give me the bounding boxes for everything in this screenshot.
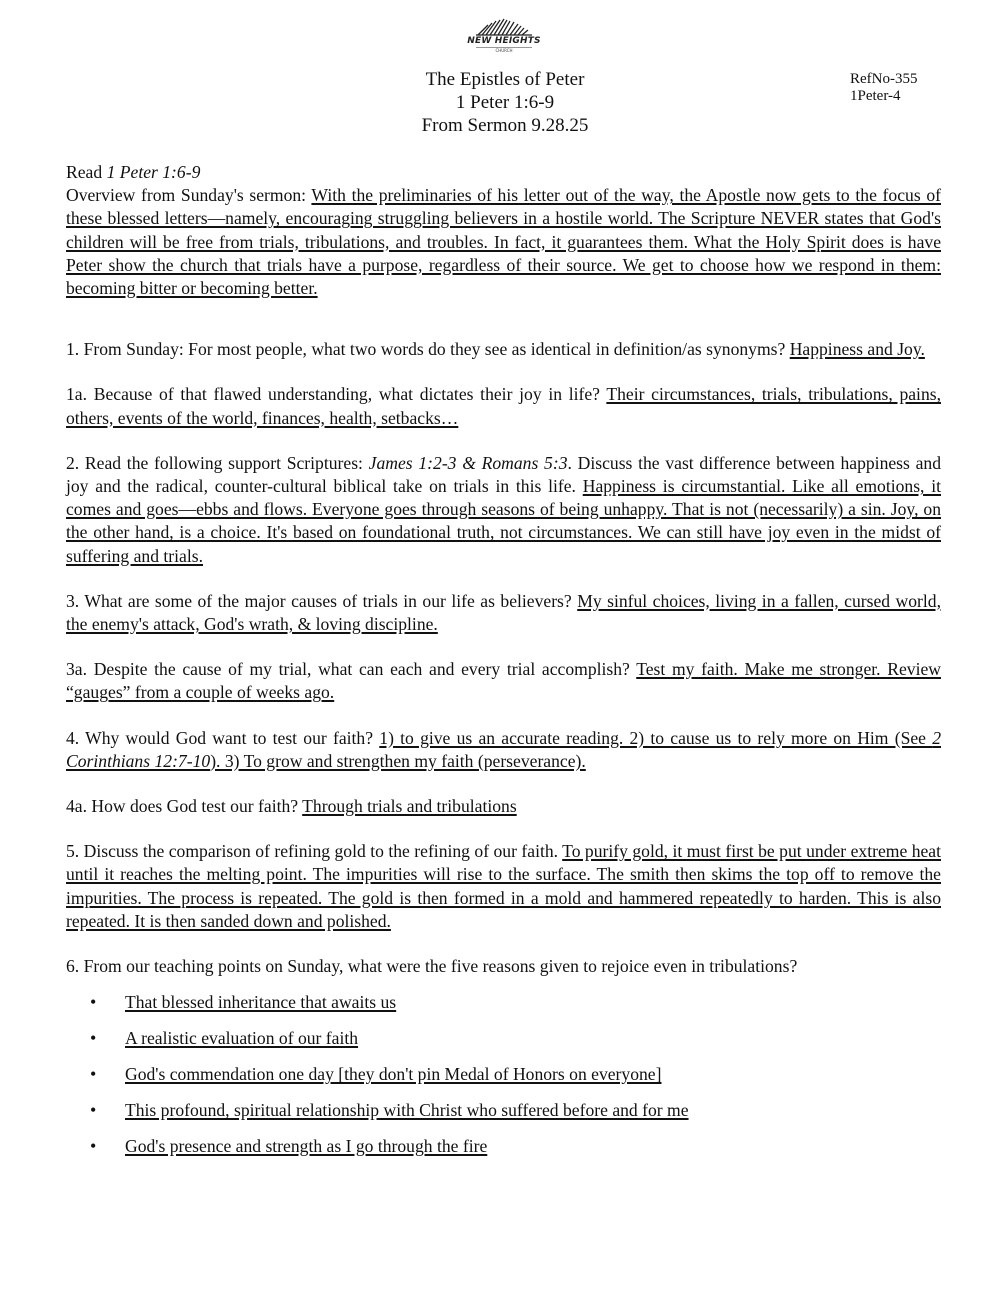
question-4a [66, 795, 941, 818]
church-logo [466, 18, 542, 62]
question-text: 1a. Because of that flawed understanding, what dictates their joy in life? [66, 384, 607, 405]
scripture-reference: James 1:2-3 & Romans 5:3 [368, 452, 568, 473]
list-item [66, 1099, 941, 1135]
reason-text: God's commendation one day [they don't pin Medal of Honors on everyone] [125, 1064, 662, 1085]
question-6 [66, 955, 941, 978]
overview-text: With the preliminaries of his letter out of the way, the Apostle now gets to the focus of these blessed letters—namely, encouraging struggling believers in a hostile world. The Scripture NEVER states that God's children will be free from trials, tribulations, and troubles. In fact, it guarantees them. What the Holy Spirit does is have Peter show the church that trials have a purpose, regardless of their source. We get to choose how we respond in them: becoming bitter or becoming better. [66, 185, 941, 299]
overview [66, 184, 941, 300]
question-text: 1. From Sunday: For most people, what two words do they see as identical in definition/as synonyms? [66, 339, 790, 360]
document-title: The Epistles of Peter [425, 69, 585, 90]
answer-text: Happiness is circumstantial. Like all emotions, it comes and goes—ebbs and flows. Everyone goes through seasons of being unhappy. That is not (necessarily) a sin. Joy, on the other hand, is a choice. It's based on foundational truth, not circumstances. We can still have joy even in the midst of suffering and trials. [66, 476, 941, 566]
sermon-date: From Sermon 9.28.25 [421, 115, 589, 136]
answer-text: To purify gold, it must first be put under extreme heat until it reaches the melting point. The impurities will rise to the surface. The smith then skims the top off to remove the impurities. The process is repeated. The gold is then formed in a mold and hammered repeatedly to harden. This is also repeated. It is then sanded down and polished. [66, 841, 941, 931]
question-3 [66, 590, 941, 636]
question-4 [66, 727, 941, 773]
answer-text: My sinful choices, living in a fallen, cursed world, the enemy's attack, God's wrath, & loving discipline. [66, 590, 942, 635]
question-text: 4. Why would God want to test our faith? [66, 727, 380, 748]
ref-number: RefNo-355 [850, 71, 918, 87]
answer-text: Through trials and tribulations [302, 796, 517, 817]
question-text: 4a. How does God test our faith? [66, 796, 303, 817]
answer-text: Test my faith. Make me stronger. Review “gauges” from a couple of weeks ago. [66, 659, 941, 703]
document-header [380, 68, 630, 137]
read-label: Read [66, 162, 107, 182]
reason-text: This profound, spiritual relationship with Christ who suffered before and for me [125, 1100, 689, 1121]
answer-text: Happiness and Joy. [789, 339, 925, 360]
answer-text: Their circumstances, trials, tribulations, pains, others, events of the world, finances, health, setbacks… [66, 384, 941, 428]
question-5 [66, 840, 941, 933]
question-text: . Discuss the vast difference between happiness and joy and the radical, counter-cultural biblical take on trials in this life. [66, 452, 942, 497]
question-text: 6. From our teaching points on Sunday, what were the five reasons given to rejoice even in tribulations? [66, 956, 798, 977]
question-1 [66, 338, 941, 361]
passage-reference: 1 Peter 1:6-9 [455, 92, 555, 113]
read-reference: 1 Peter 1:6-9 [106, 162, 201, 182]
list-item [66, 991, 941, 1027]
question-text: 3a. Despite the cause of my trial, what can each and every trial accomplish? [66, 659, 637, 680]
logo-subtitle: CHURCH [476, 47, 532, 54]
mountains-icon [474, 18, 534, 36]
question-3a [66, 658, 941, 704]
reason-text: That blessed inheritance that awaits us [125, 992, 397, 1013]
list-item [66, 1135, 941, 1171]
study-content [66, 161, 941, 1171]
question-2 [66, 452, 941, 568]
question-text: 5. Discuss the comparison of refining gold to the refining of our faith. [66, 841, 563, 862]
read-instruction [66, 161, 941, 184]
question-text: 3. What are some of the major causes of trials in our life as believers? [66, 590, 578, 611]
list-item [66, 1027, 941, 1063]
question-text: 2. Read the following support Scriptures: [66, 452, 369, 473]
answer-text: ). 3) To grow and strengthen my faith (perseverance). [210, 750, 586, 771]
reason-text: God's presence and strength as I go through the fire [125, 1136, 488, 1157]
question-1a [66, 383, 941, 429]
reference-block [850, 71, 918, 105]
ref-id: 1Peter-4 [850, 88, 901, 104]
answer-text: 1) to give us an accurate reading. 2) to cause us to rely more on Him (See [379, 727, 933, 748]
reasons-list [66, 991, 941, 1171]
overview-label: Overview from Sunday's sermon: [66, 185, 312, 206]
reason-text: A realistic evaluation of our faith [125, 1028, 359, 1049]
scripture-reference: 2 Corinthians 12:7-10 [66, 727, 941, 771]
list-item [66, 1063, 941, 1099]
logo-name: NEW HEIGHTS [467, 36, 541, 46]
